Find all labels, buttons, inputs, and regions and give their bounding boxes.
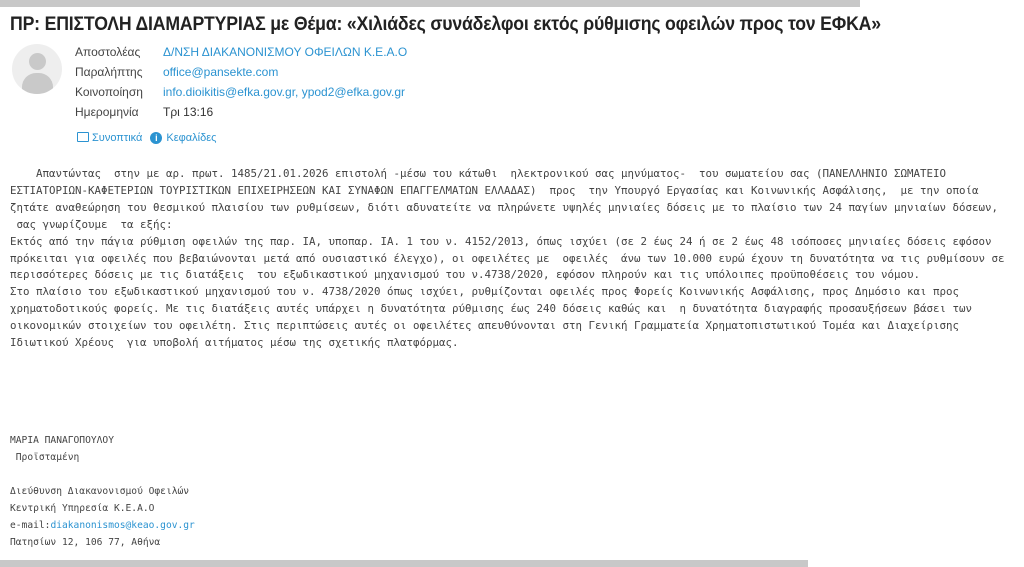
signature-service: Κεντρική Υπηρεσία Κ.Ε.Α.Ο	[10, 503, 155, 514]
header-actions	[77, 132, 216, 144]
body-line: σας γνωρίζουμε τα εξής:	[10, 217, 173, 231]
email-header	[75, 45, 407, 125]
date-label: Ημερομηνία	[75, 105, 139, 119]
to-link[interactable]: office@pansekte.com	[163, 65, 279, 79]
signature	[10, 432, 195, 551]
cc-label: Κοινοποίηση	[75, 85, 143, 99]
body-line: Ιδιωτικού Χρέους για υποβολή αιτήματος μέσω της σχετικής πλατφόρμας.	[10, 336, 459, 350]
info-icon: i	[150, 132, 162, 144]
summary-button[interactable]	[77, 132, 142, 144]
email-body	[10, 166, 1005, 352]
body-line: ζητάτε αναθεώρηση του θεσμικού πλαισίου των ρυθμίσεων, διότι αδυνατείτε να πληρώνετε υψηλές μηνιαίες δόσεις με το πλαίσιο των 24 παγίων μηνιαίων δόσεων,	[10, 200, 999, 214]
date-value: Τρι 13:16	[163, 105, 214, 119]
signature-title: Προϊσταμένη	[10, 452, 80, 463]
body-line: χρηματοδοτικούς φορείς. Με τις διατάξεις αυτές υπάρχει η δυνατότητα ρύθμισης έως 240 δόσεις καθώς και η δυνατότητα διαγραφής προσαυξήσεων βάσει των	[10, 302, 973, 316]
body-line: ΕΣΤΙΑΤΟΡΙΩΝ-ΚΑΦΕΤΕΡΙΩΝ ΤΟΥΡΙΣΤΙΚΩΝ ΕΠΙΧΕΙΡΗΣΕΩΝ ΚΑΙ ΣΥΝΑΦΩΝ ΕΠΑΓΓΕΛΜΑΤΩΝ ΕΛΛΑΔΑΣ) προς την Υπουργό Εργασίας και Κοινωνικής Ασφάλισης, με την οποία	[10, 183, 979, 197]
body-line: πρόκειται για οφειλές που βεβαιώνονται μετά από ουσιαστικό έλεγχο), οι οφειλέτες με οφειλές άνω των 10.000 ευρώ έχουν τη δυνατότητα να τις ρυθμίσουν σε	[10, 251, 1005, 265]
bottom-bar	[0, 560, 808, 567]
body-line: περισσότερες δόσεις με τις διατάξεις του εξωδικαστικού μηχανισμού του ν.4738/2020, εφόσον πληρούν και τις υπόλοιπες προϋποθέσεις του νόμου.	[10, 268, 921, 282]
body-line: Εκτός από την πάγια ρύθμιση οφειλών της παρ. ΙΑ, υποπαρ. ΙΑ. 1 του ν. 4152/2013, όπως ισχύει (σε 2 έως 24 ή σε 2 έως 48 ισόποσες μηνιαίες δόσεις εφόσον	[10, 234, 992, 248]
from-link[interactable]: Δ/ΝΣΗ ΔΙΑΚΑΝΟΝΙΣΜΟΥ ΟΦΕΙΛΩΝ Κ.Ε.Α.Ο	[163, 45, 408, 59]
signature-address: Πατησίων 12, 106 77, Αθήνα	[10, 537, 161, 548]
signature-name: ΜΑΡΙΑ ΠΑΝΑΓΟΠΟΥΛΟΥ	[10, 435, 114, 446]
summary-label: Συνοπτικά	[92, 132, 143, 144]
to-label: Παραλήπτης	[75, 65, 143, 79]
email-label: e-mail:	[10, 520, 51, 531]
avatar	[12, 44, 62, 94]
cc-links[interactable]: info.dioikitis@efka.gov.gr, ypod2@efka.gov.gr	[163, 85, 406, 99]
top-bar	[0, 0, 860, 7]
headers-button[interactable]	[150, 132, 216, 144]
envelope-icon	[77, 132, 89, 142]
signature-dept: Διεύθυνση Διακανονισμού Οφειλών	[10, 486, 190, 497]
headers-label: Κεφαλίδες	[166, 132, 217, 144]
body-line: οικονομικών στοιχείων του οφειλέτη. Στις περιπτώσεις αυτές οι οφειλέτες απευθύνονται στη Γενική Γραμματεία Χρηματοπιστωτικού Τομέα και Διαχείρισης	[10, 319, 960, 333]
email-subject: ΠΡ: ΕΠΙΣΤΟΛΗ ΔΙΑΜΑΡΤΥΡΙΑΣ με Θέμα: «Χιλιάδες συνάδελφοι εκτός ρύθμισης οφειλών προς τον ΕΦΚΑ»	[10, 14, 881, 35]
from-label: Αποστολέας	[75, 45, 141, 59]
body-line: Απαντώντας στην με αρ. πρωτ. 1485/21.01.2026 επιστολή -μέσω του κάτωθι ηλεκτρονικού σας μηνύματος- του σωματείου σας (ΠΑΝΕΛΛΗΝΙΟ ΣΩΜΑΤΕΙΟ	[10, 167, 947, 180]
body-line: Στο πλαίσιο του εξωδικαστικού μηχανισμού του ν. 4738/2020 όπως ισχύει, ρυθμίζονται οφειλές προς Φορείς Κοινωνικής Ασφάλισης, προς Δημόσιο και προς	[10, 285, 960, 299]
signature-email-link[interactable]: diakanonismos@keao.gov.gr	[50, 520, 195, 531]
